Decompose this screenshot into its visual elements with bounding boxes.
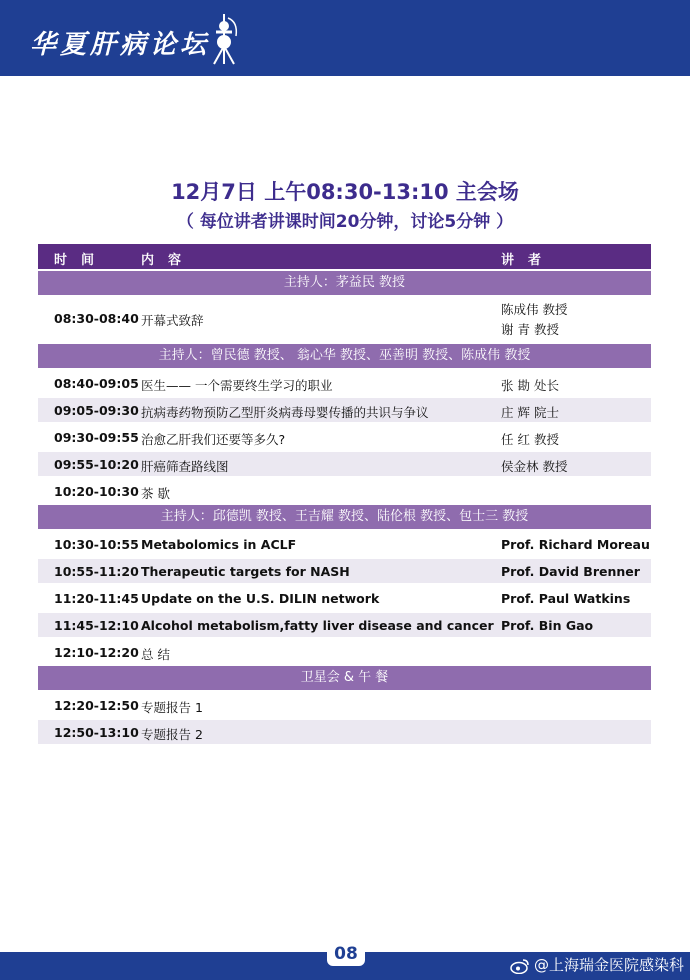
header-topic: 内容 xyxy=(141,253,196,268)
row-time: 09:30-09:55 xyxy=(54,430,139,445)
row-topic: 专题报告 2 xyxy=(141,727,203,742)
table-row xyxy=(38,479,651,503)
row-time: 12:20-12:50 xyxy=(54,698,139,713)
row-speaker: Prof. Paul Watkins xyxy=(501,591,631,606)
row-time: 12:50-13:10 xyxy=(54,725,139,740)
weibo-handle: @上海瑞金医院感染科 xyxy=(533,956,684,974)
table-row xyxy=(38,613,651,637)
row-topic: 治愈乙肝我们还要等多久? xyxy=(141,432,286,447)
host-row: 主持人：曾民德 教授、 翁心华 教授、巫善明 教授、陈成伟 教授 xyxy=(38,344,651,368)
row-topic: 医生—— 一个需要终生学习的职业 xyxy=(141,378,333,393)
table-header xyxy=(38,244,651,269)
weibo-icon xyxy=(510,958,530,974)
table-row xyxy=(38,586,651,610)
row-time: 09:55-10:20 xyxy=(54,457,139,472)
table-row xyxy=(38,532,651,556)
header-time: 时间 xyxy=(54,253,109,268)
page-number: 08 xyxy=(327,942,365,966)
row-time: 09:05-09:30 xyxy=(54,403,139,418)
row-topic: 开幕式致辞 xyxy=(141,313,204,328)
host-row: 卫星会 & 午 餐 xyxy=(38,666,651,690)
table-row xyxy=(38,398,651,422)
host-row: 主持人：茅益民 教授 xyxy=(38,271,651,295)
row-speaker: 张 勘 处长 xyxy=(501,378,559,393)
table-row xyxy=(38,371,651,395)
speaker-name: 谢 青 教授 xyxy=(501,322,559,337)
table-row xyxy=(38,720,651,744)
row-speaker: 侯金林 教授 xyxy=(501,459,568,474)
row-topic: Alcohol metabolism,fatty liver disease and cancer xyxy=(141,618,494,633)
row-time: 10:55-11:20 xyxy=(54,564,139,579)
speaker-name: 陈成伟 教授 xyxy=(501,302,568,317)
row-topic: 肝癌筛查路线图 xyxy=(141,459,229,474)
row-time: 11:20-11:45 xyxy=(54,591,139,606)
session-title: 12月7日 上午08:30-13:10 主会场 xyxy=(171,180,519,204)
table-row xyxy=(38,425,651,449)
row-topic: Therapeutic targets for NASH xyxy=(141,564,350,579)
forum-logo-text: 华夏肝病论坛 xyxy=(30,30,211,60)
row-speaker: 庄 辉 院士 xyxy=(501,405,559,420)
schedule-table xyxy=(38,244,651,744)
session-subtitle: （ 每位讲者讲课时间20分钟，讨论5分钟 ） xyxy=(176,212,514,232)
header-speaker: 讲者 xyxy=(501,253,556,268)
row-speaker: 任 红 教授 xyxy=(501,432,559,447)
row-speaker: Prof. Richard Moreau xyxy=(501,537,650,552)
row-speaker xyxy=(501,300,567,340)
page-header xyxy=(0,0,690,76)
row-topic: 总 结 xyxy=(141,647,170,662)
host-row: 主持人：邱德凯 教授、王吉耀 教授、陆伦根 教授、包士三 教授 xyxy=(38,505,651,529)
row-topic: Metabolomics in ACLF xyxy=(141,537,297,552)
row-topic: 抗病毒药物预防乙型肝炎病毒母婴传播的共识与争议 xyxy=(141,405,429,420)
table-row xyxy=(38,298,651,342)
row-speaker: Prof. David Brenner xyxy=(501,564,640,579)
table-row xyxy=(38,693,651,717)
row-speaker: Prof. Bin Gao xyxy=(501,618,594,633)
table-row xyxy=(38,452,651,476)
row-time: 12:10-12:20 xyxy=(54,645,139,660)
weibo-watermark xyxy=(510,950,684,980)
row-time: 10:20-10:30 xyxy=(54,484,139,499)
row-time: 08:30-08:40 xyxy=(54,311,139,326)
row-time: 10:30-10:55 xyxy=(54,537,139,552)
table-row xyxy=(38,559,651,583)
row-topic: 专题报告 1 xyxy=(141,700,203,715)
row-time: 11:45-12:10 xyxy=(54,618,139,633)
row-topic: 茶 歇 xyxy=(141,486,170,501)
row-topic: Update on the U.S. DILIN network xyxy=(141,591,380,606)
table-row xyxy=(38,640,651,664)
pearl-tower-logo-icon xyxy=(208,12,244,68)
row-time: 08:40-09:05 xyxy=(54,376,139,391)
